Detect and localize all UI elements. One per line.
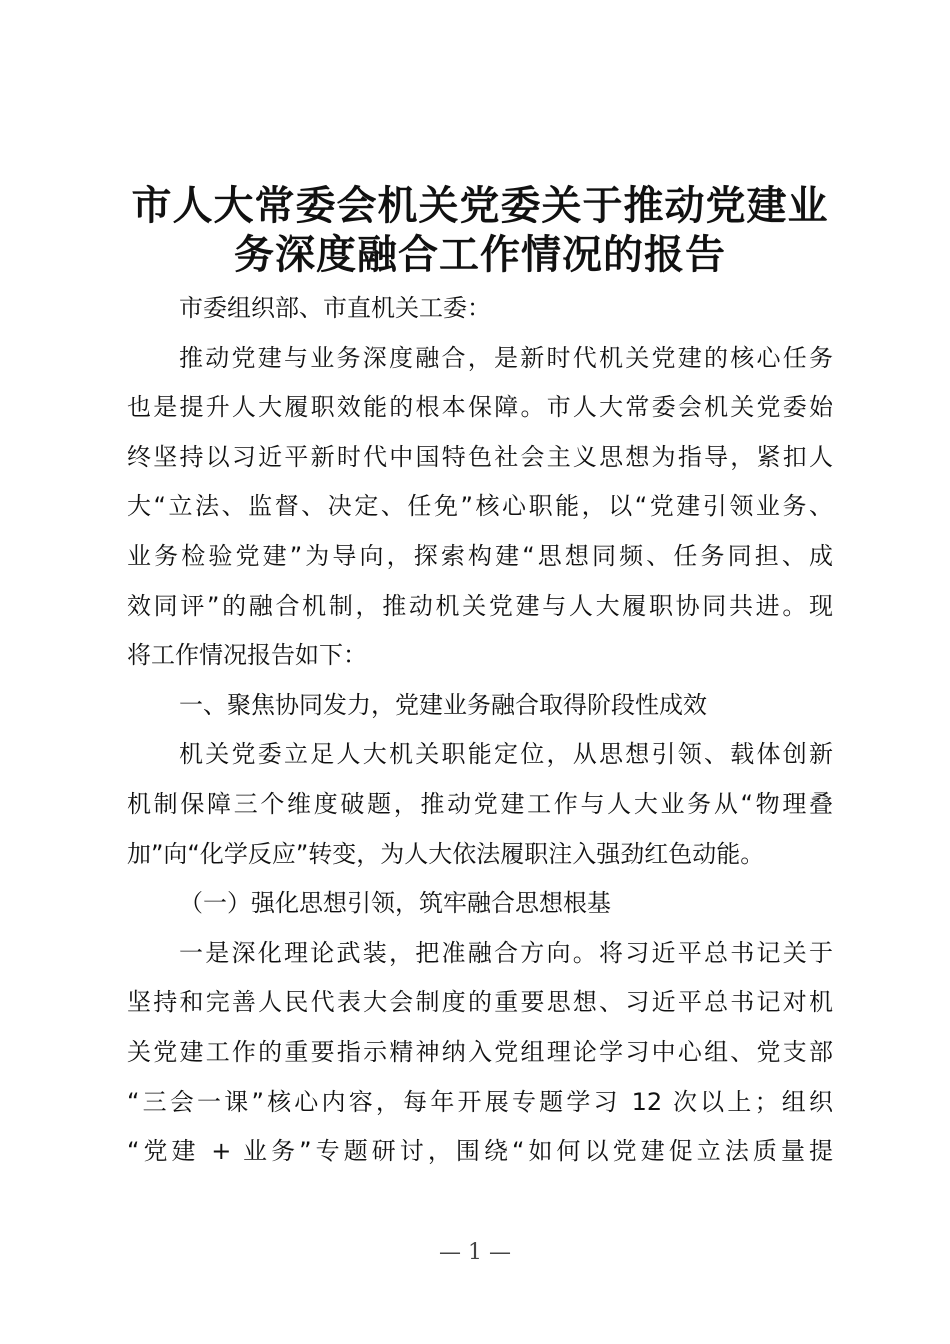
text-line: 大“立法、监督、决定、任免”核心职能，以“党建引领业务、: [127, 492, 833, 521]
text-line: （一）强化思想引领，筑牢融合思想根基: [179, 889, 611, 918]
text-line: 一、聚焦协同发力，党建业务融合取得阶段性成效: [179, 690, 707, 719]
text-line: “三会一课”核心内容，每年开展专题学习 12 次以上；组织: [127, 1087, 833, 1116]
text-line: 机制保障三个维度破题，推动党建工作与人大业务从“物理叠: [127, 789, 833, 818]
paragraph: [127, 879, 833, 929]
paragraph: [127, 730, 833, 879]
text-line: 也是提升人大履职效能的根本保障。市人大常委会机关党委始: [127, 393, 833, 422]
title-line: 务深度融合工作情况的报告: [234, 232, 726, 278]
text-line: 业务检验党建”为导向，探索构建“思想同频、任务同担、成: [127, 541, 833, 570]
text-line: “党建 + 业务”专题研讨，围绕“如何以党建促立法质量提: [127, 1137, 833, 1166]
text-line: 加”向“化学反应”转变，为人大依法履职注入强劲红色动能。: [127, 839, 765, 868]
text-line: 效同评”的融合机制，推动机关党建与人大履职协同共进。现: [127, 591, 833, 620]
paragraph: [127, 334, 833, 681]
title-line: 市人大常委会机关党委关于推动党建业: [131, 183, 829, 229]
paragraph: [127, 929, 833, 1177]
document-body: [127, 284, 833, 1177]
document-title: [120, 182, 840, 280]
text-line: 关党建工作的重要指示精神纳入党组理论学习中心组、党支部: [127, 1037, 833, 1066]
text-line: 将工作情况报告如下：: [127, 641, 367, 670]
text-line: 一是深化理论武装，把准融合方向。将习近平总书记关于: [179, 938, 833, 967]
page-number: — 1 —: [439, 1240, 511, 1265]
text-line: 推动党建与业务深度融合，是新时代机关党建的核心任务: [179, 343, 833, 372]
text-line: 终坚持以习近平新时代中国特色社会主义思想为指导，紧扣人: [127, 442, 833, 471]
paragraph: [127, 681, 833, 731]
text-line: 机关党委立足人大机关职能定位，从思想引领、载体创新: [179, 740, 833, 769]
text-line: 坚持和完善人民代表大会制度的重要思想、习近平总书记对机: [127, 988, 833, 1017]
salutation: 市委组织部、市直机关工委：: [179, 294, 491, 322]
